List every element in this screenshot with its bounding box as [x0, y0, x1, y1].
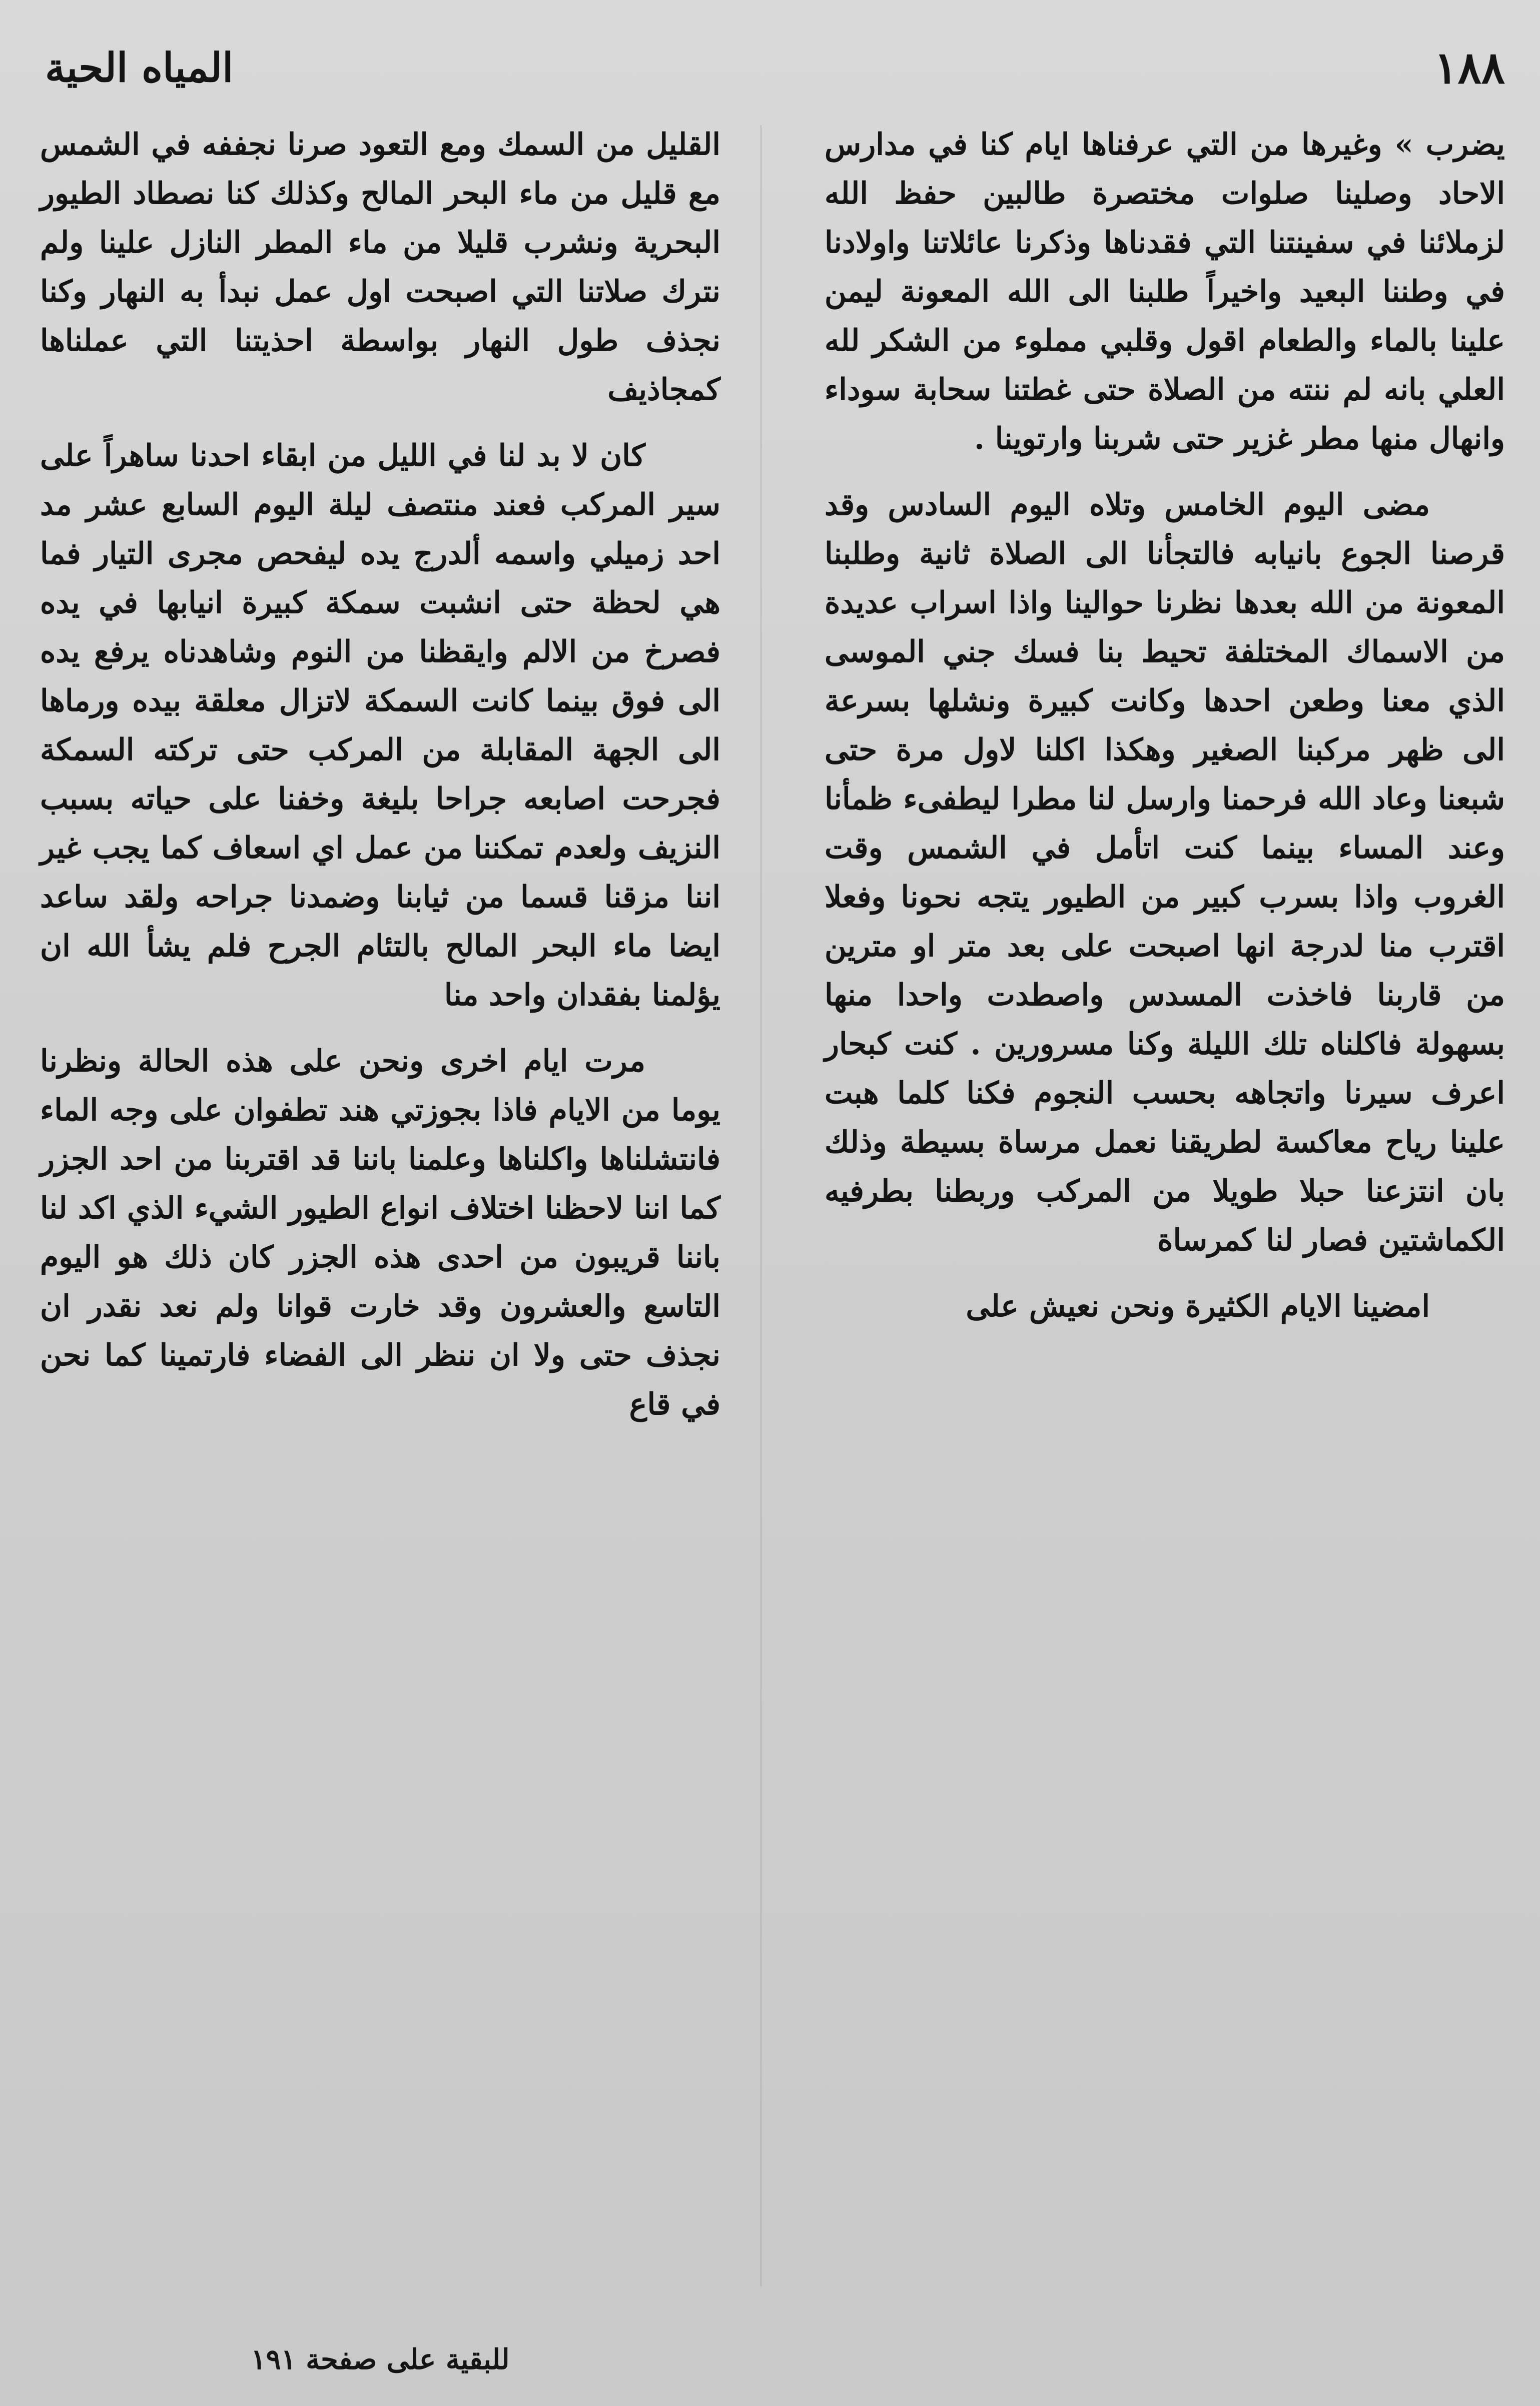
- paragraph: يضرب » وغيرها من التي عرفناها ايام كنا في مدارس الاحاد وصلينا صلوات مختصرة طالبين حفظ الله لزملائنا في سفينتنا التي فقدناها وذكرنا عائلاتنا واولادنا في وطننا البعيد واخيراً طلبنا الى الله المعونة ليمن علينا بالماء والطعام اقول وقلبي مملوء من الشكر لله العلي بانه لم ننته من الصلاة حتى غطتنا سحابة سوداء وانهال منها مطر غزير حتى شربنا وارتوينا .: [825, 127, 1505, 456]
- paragraph: كان لا بد لنا في الليل من ابقاء احدنا ساهراً على سير المركب فعند منتصف ليلة اليوم السابع عشر مد احد زميلي واسمه ألدرج يده ليفحص مجرى التيار فما هي لحظة حتى انشبت سمكة كبيرة انيابها في يده فصرخ من الالم وايقظنا من النوم وشاهدناه يرفع يده الى فوق بينما كانت السمكة لاتزال معلقة بيده ورماها الى الجهة المقابلة من المركب حتى تركته السمكة فجرحت اصابعه جراحا بليغة وخفنا على حياته بسبب النزيف ولعدم تمكننا من عمل اي اسعاف كما يجب غير اننا مزقنا قسما من ثيابنا وضمدنا جراحه ولقد ساعد ايضا ماء البحر المالح بالتئام الجرح فلم يشأ الله ان يؤلمنا بفقدان واحد منا: [40, 438, 720, 1013]
- paragraph: امضينا الايام الكثيرة ونحن نعيش على: [966, 1289, 1430, 1324]
- paragraph: مرت ايام اخرى ونحن على هذه الحالة ونظرنا يوما من الايام فاذا بجوزتي هند تطفوان على وجه الماء فانتشلناها واكلناها وعلمنا باننا قد اقتربنا من احد الجزر كما اننا لاحظنا اختلاف انواع الطيور الشيء الذي اكد لنا باننا قريبون من احدى هذه الجزر كان ذلك هو اليوم التاسع والعشرون وقد خارت قوانا ولم نعد نقدر ان نجذف حتى ولا ان ننظر الى الفضاء فارتمينا كما نحن في قاع: [40, 1044, 720, 1422]
- paragraph: مضى اليوم الخامس وتلاه اليوم السادس وقد قرصنا الجوع بانيابه فالتجأنا الى الصلاة ثانية وطلبنا المعونة من الله بعدها نظرنا حوالينا واذا اسراب عديدة من الاسماك المختلفة تحيط بنا فسك جني الموسى الذي معنا وطعن احدها وكانت كبيرة ونشلها بسرعة الى ظهر مركبنا الصغير وهكذا اكلنا لاول مرة حتى شبعنا وعاد الله فرحمنا وارسل لنا مطرا ليطفىء ظمأنا وعند المساء بينما كنت اتأمل في الشمس وقت الغروب واذا بسرب كبير من الطيور يتجه نحونا وفعلا اقترب منا لدرجة انها اصبحت على بعد متر او مترين من قاربنا فاخذت المسدس واصطدت واحدا منها بسهولة فاكلناه تلك الليلة وكنا مسرورين . كنت كبحار اعرف سيرنا واتجاهه بحسب النجوم فكنا كلما هبت علينا رياح معاكسة لطريقنا نعمل مرساة بسيطة وذلك بان انتزعنا حبلا طويلا من المركب وربطنا بطرفيه الكماشتين فصار لنا كمرساة: [825, 487, 1505, 1258]
- column-divider: [760, 125, 761, 2286]
- page-header: [45, 35, 1505, 100]
- page-number: ١٨٨: [1434, 42, 1505, 94]
- right-column: [825, 120, 1505, 1348]
- continuation-note: للبقية على صفحة ١٩١: [251, 2343, 510, 2376]
- left-column: [40, 120, 720, 1446]
- running-title: المياه الحية: [45, 44, 234, 91]
- paragraph: القليل من السمك ومع التعود صرنا نجففه في الشمس مع قليل من ماء البحر المالح وكذلك كنا نصطاد الطيور البحرية ونشرب قليلا من ماء المطر النازل علينا ولم نترك صلاتنا التي اصبحت اول عمل نبدأ به النهار وكنا نجذف طول النهار بواسطة احذيتنا التي عملناها كمجاذيف: [40, 127, 720, 407]
